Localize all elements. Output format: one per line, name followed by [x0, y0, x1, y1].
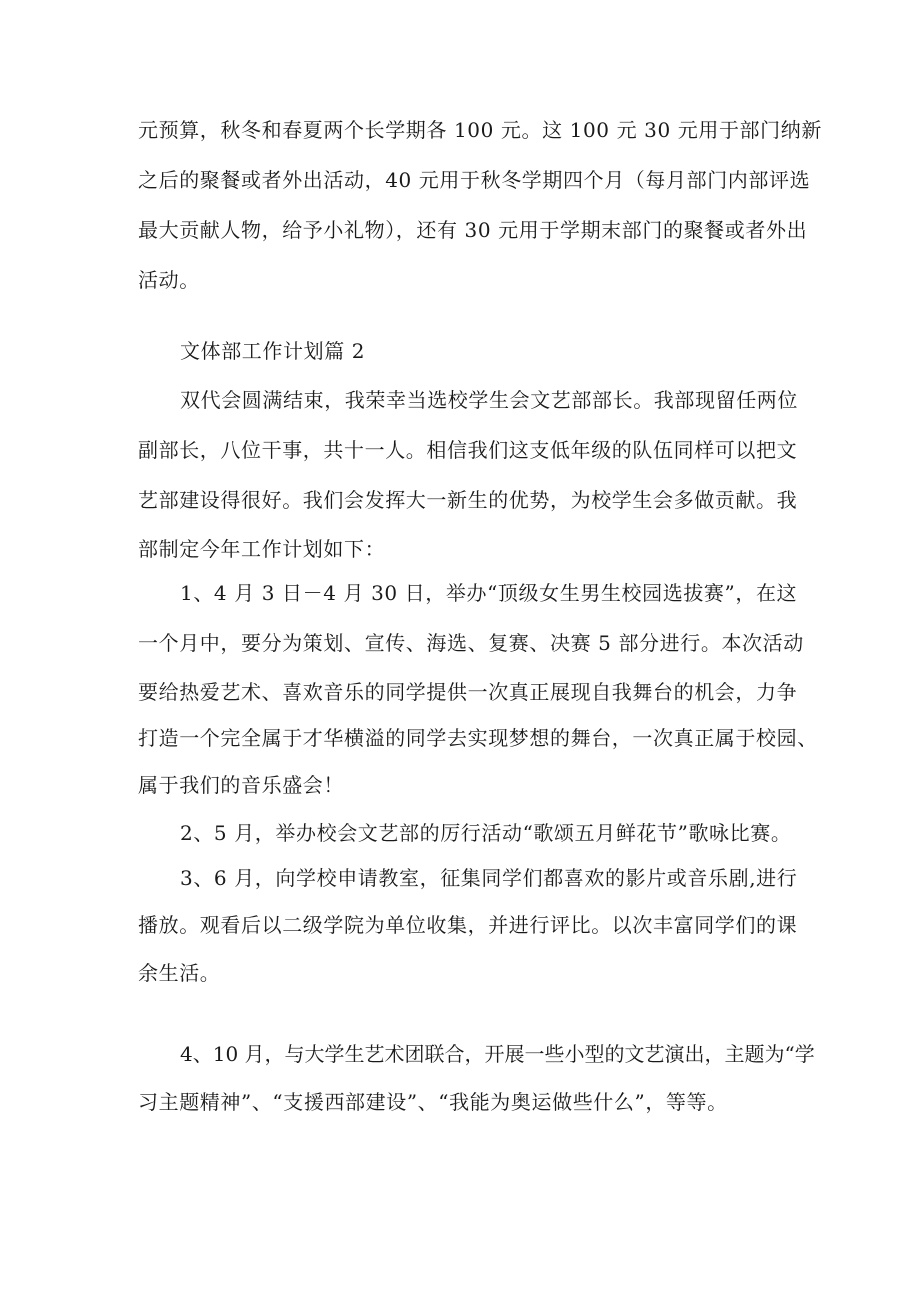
- paragraph-line: 部制定今年工作计划如下：: [138, 537, 386, 561]
- list-item-line: 2、5 月，举办校会文艺部的厉行活动“歌颂五月鲜花节”歌咏比赛。: [180, 821, 792, 845]
- list-item-line: 属于我们的音乐盛会！: [138, 773, 344, 797]
- list-item-line: 3、6 月，向学校申请教室，征集同学们都喜欢的影片或音乐剧,进行: [180, 866, 798, 890]
- paragraph-line: 最大贡献人物，给予小礼物），还有 30 元用于学期末部门的聚餐或者外出: [138, 218, 808, 242]
- section-heading: 文体部工作计划篇 2: [180, 339, 366, 363]
- list-item-line: 要给热爱艺术、喜欢音乐的同学提供一次真正展现自我舞台的机会，力争: [138, 680, 798, 704]
- paragraph-line: 之后的聚餐或者外出活动，40 元用于秋冬学期四个月（每月部门内部评选: [138, 168, 811, 192]
- list-item-line: 余生活。: [138, 961, 221, 985]
- list-item-line: 打造一个完全属于才华横溢的同学去实现梦想的舞台，一次真正属于校园、: [138, 726, 818, 750]
- paragraph-line: 副部长，八位干事，共十一人。相信我们这支低年级的队伍同样可以把文: [138, 438, 798, 462]
- list-item-line: 播放。观看后以二级学院为单位收集，并进行评比。以次丰富同学们的课: [138, 913, 798, 937]
- paragraph-line: 活动。: [138, 268, 200, 292]
- list-item-line: 习主题精神”、“支援西部建设”、“我能为奥运做些什么”，等等。: [138, 1090, 728, 1114]
- paragraph-line: 双代会圆满结束，我荣幸当选校学生会文艺部部长。我部现留任两位: [180, 388, 798, 412]
- list-item-line: 4、10 月，与大学生艺术团联合，开展一些小型的文艺演出，主题为“学: [180, 1042, 815, 1066]
- list-item-line: 1、4 月 3 日－4 月 30 日，举办“顶级女生男生校园选拔赛”，在这: [180, 581, 798, 605]
- paragraph-line: 艺部建设得很好。我们会发挥大一新生的优势，为校学生会多做贡献。我: [138, 488, 798, 512]
- paragraph-line: 元预算，秋冬和春夏两个长学期各 100 元。这 100 元 30 元用于部门纳新: [138, 118, 822, 142]
- list-item-line: 一个月中，要分为策划、宣传、海选、复赛、决赛 5 部分进行。本次活动: [138, 631, 804, 655]
